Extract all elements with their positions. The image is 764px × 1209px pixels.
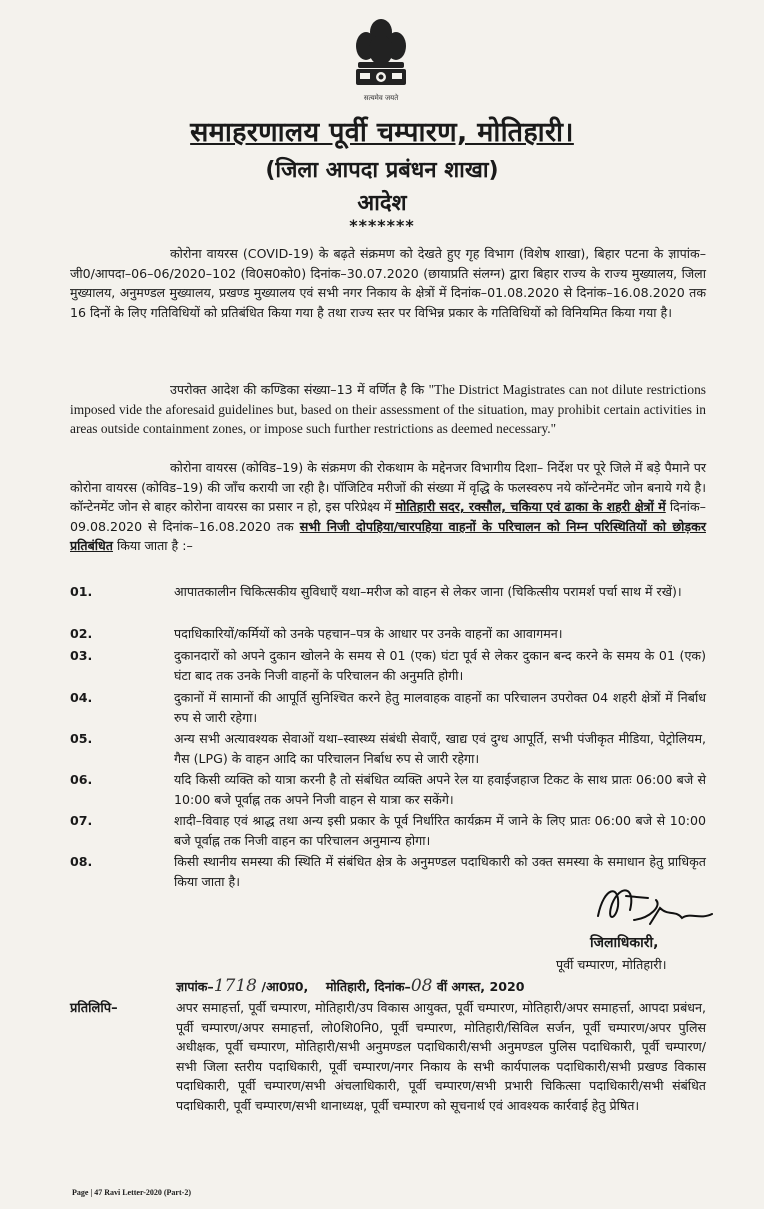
item-text: दुकानदारों को अपने दुकान खोलने के समय से 01 (एक) घंटा पूर्व से लेकर दुकान बन्द करने के समय के 01 (एक) घंटा बाद तक उनके निजी वाहनों के परिचालन की अनुमति होगी। bbox=[174, 648, 706, 683]
list-item bbox=[70, 688, 706, 727]
item-number: 07. bbox=[70, 813, 93, 828]
copy-label: प्रतिलिपि– bbox=[70, 1001, 118, 1016]
paragraph-3 bbox=[70, 458, 706, 556]
item-number: 05. bbox=[70, 731, 93, 746]
item-number: 02. bbox=[70, 626, 93, 641]
item-number: 01. bbox=[70, 584, 93, 599]
memo-number: 1718 bbox=[213, 976, 257, 996]
memo-date: वीं अगस्त, 2020 bbox=[436, 979, 525, 994]
item-text: पदाधिकारियों/कर्मियों को उनके पहचान–पत्र के आधार पर उनके वाहनों का आवागमन। bbox=[174, 626, 563, 641]
list-item bbox=[70, 582, 706, 602]
list-item bbox=[70, 624, 706, 644]
item-text: आपातकालीन चिकित्सकीय सुविधाएँ यथा–मरीज को वाहन से लेकर जाना (चिकित्सीय परामर्श पर्चा साथ में रखें)। bbox=[174, 584, 682, 599]
page-footer: Page | 47 Ravi Letter-2020 (Part-2) bbox=[72, 1188, 191, 1197]
paragraph-3-intro: कोरोना वायरस (कोविड–19) के संक्रमण की रोकथाम के मद्देनजर विभागीय दिशा– निर्देश पर पूरे जिले में बड़े पैमाने पर कोरोना वायरस (कोविड–19) की जाँच करायी जा रही है। पॉजिटिव मरीजों की संख्या में वृद्धि के फलस्वरुप नये कॉन्टेनमेंट जोन बनाये गये है। कॉन्टेनमेंट जोन से बाहर कोरोना वायरस का प्रसार न हो, इस परिप्रेक्ष्य में bbox=[70, 460, 706, 515]
item-text: किसी स्थानीय समस्या की स्थिति में संबंधित क्षेत्र के अनुमण्डल पदाधिकारी को उक्त समस्या के समाधान हेतु प्राधिकृत किया जाता है। bbox=[174, 854, 706, 889]
order-heading: आदेश bbox=[357, 191, 407, 216]
memo-reference bbox=[176, 976, 716, 996]
list-item bbox=[70, 770, 706, 809]
department-subtitle: (जिला आपदा प्रबंधन शाखा) bbox=[265, 158, 499, 183]
signatory-office: पूर्वी चम्पारण, मोतिहारी। bbox=[556, 957, 667, 972]
handwritten-signature bbox=[590, 880, 720, 938]
guideline-quote: "The District Magistrates can not dilute restrictions imposed vide the aforesaid guidelines but, based on their assessment of the situation, may prohibit certain activities in areas outside containment zones, or impose such further restrictions as deemed necessary." bbox=[70, 382, 706, 437]
list-item bbox=[70, 811, 706, 850]
item-text: शादी–विवाह एवं श्राद्ध तथा अन्य इसी प्रकार के पूर्व निर्धारित कार्यक्रम में जाने के लिए प्रातः 06:00 बजे से 10:00 बजे पूर्वाह्न तक निजी वाहन का परिचालन अनुमान्य होगा। bbox=[174, 813, 706, 848]
national-emblem-icon bbox=[346, 12, 416, 104]
office-title: समाहरणालय पूर्वी चम्पारण, मोतिहारी। bbox=[190, 117, 574, 148]
restricted-areas: मोतिहारी सदर, रक्सौल, चकिया एवं ढाका के शहरी क्षेत्रों में bbox=[395, 499, 666, 515]
item-text: यदि किसी व्यक्ति को यात्रा करनी है तो संबंधित व्यक्ति अपने रेल या हवाईजहाज टिकट के साथ प्रातः 06:00 बजे से 10:00 बजे पूर्वाह्न तक अपने निजी वाहन से यात्रा कर सकेंगे। bbox=[174, 772, 706, 807]
item-number: 03. bbox=[70, 648, 93, 663]
restriction-period: दिनांक–09.08.2020 से दिनांक–16.08.2020 तक bbox=[70, 499, 706, 534]
emblem-caption: सत्यमेव जयते bbox=[363, 94, 399, 102]
paragraph-2-hindi: उपरोक्त आदेश की कण्डिका संख्या–13 में वर्णित है कि bbox=[170, 382, 425, 397]
item-number: 04. bbox=[70, 690, 93, 705]
item-text: दुकानों में सामानों की आपूर्ति सुनिश्चित करने हेतु मालवाहक वाहनों का परिचालन उपरोक्त 04 शहरी क्षेत्रों में निर्बाध रुप से जारी रहेगा। bbox=[174, 690, 706, 725]
vehicle-restriction: सभी निजी दोपहिया/चारपहिया वाहनों के परिचालन को निम्न परिस्थितियों को छोड़कर प्रतिबंधित bbox=[70, 518, 706, 554]
item-text: अन्य सभी अत्यावश्यक सेवाओं यथा–स्वास्थ्य संबंधी सेवाएँ, खाद्य एवं दुग्ध आपूर्ति, सभी पंजीकृत मीडिया, पेट्रोलियम, गैस (LPG) के वाहन आदि का परिचालन निर्बाध रुप से जारी रहेगा। bbox=[174, 731, 706, 766]
memo-prefix: ज्ञापांक– bbox=[176, 979, 214, 994]
memo-place: मोतिहारी, दिनांक– bbox=[325, 979, 411, 994]
paragraph-1-text: कोरोना वायरस (COVID-19) के बढ़ते संक्रमण को देखते हुए गृह विभाग (विशेष शाखा), बिहार पटना के ज्ञापांक–जी0/आपदा–06–06/2020–102 (वि0स0को0) दिनांक–30.07.2020 (छायाप्रति संलग्न) द्वारा बिहार राज्य के राज्य मुख्यालय, जिला मुख्यालय, अनुमण्डल मुख्यालय, प्रखण्ड मुख्यालय एवं सभी नगर निकाय के क्षेत्रों में दिनांक–01.08.2020 से दिनांक–16.08.2020 तक 16 दिनों के लिए गतिविधियों को प्रतिबंधित किया गया है तथा राज्य स्तर पर विभिन्न प्रकार के गतिविधियों को विनियमित किया गया है। bbox=[70, 246, 706, 320]
memo-day: 08 bbox=[410, 976, 433, 996]
memo-suffix: /आ0प्र0, bbox=[261, 979, 309, 994]
item-number: 08. bbox=[70, 854, 93, 869]
list-item bbox=[70, 729, 706, 768]
paragraph-1 bbox=[70, 244, 706, 322]
copy-recipients: अपर समाहर्त्ता, पूर्वी चम्पारण, मोतिहारी/उप विकास आयुक्त, पूर्वी चम्पारण, मोतिहारी/अपर समाहर्त्ता, आपदा प्रबंधन, पूर्वी चम्पारण/अपर समाहर्त्ता, लो0शि0नि0, पूर्वी चम्पारण, मोतिहारी/सिविल सर्जन, पूर्वी चम्पारण/अपर पुलिस अधीक्षक, पूर्वी चम्पारण, मोतिहारी/सभी अनुमण्डल पदाधिकारी/सभी अनुमण्डल पुलिस पदाधिकारी, पूर्वी चम्पारण/सभी जिला स्तरीय पदाधिकारी, पूर्वी चम्पारण/नगर निकाय के सभी कार्यपालक पदाधिकारी/सभी प्रखण्ड विकास पदाधिकारी, पूर्वी चम्पारण/सभी अंचलाधिकारी, पूर्वी चम्पारण/सभी प्रभारी चिकित्सा पदाधिकारी/सभी संबंधित पदाधिकारी, पूर्वी चम्पारण/सभी थानाध्यक्ष, पूर्वी चम्पारण को सूचनार्थ एवं आवश्यक कार्रवाई हेतु प्रेषित। bbox=[176, 1000, 706, 1113]
paragraph-2 bbox=[70, 380, 706, 439]
signatory-designation: जिलाधिकारी, bbox=[590, 935, 659, 951]
star-separator: ******* bbox=[349, 216, 415, 235]
list-item bbox=[70, 646, 706, 685]
item-number: 06. bbox=[70, 772, 93, 787]
paragraph-3-end: किया जाता है :– bbox=[117, 538, 193, 554]
